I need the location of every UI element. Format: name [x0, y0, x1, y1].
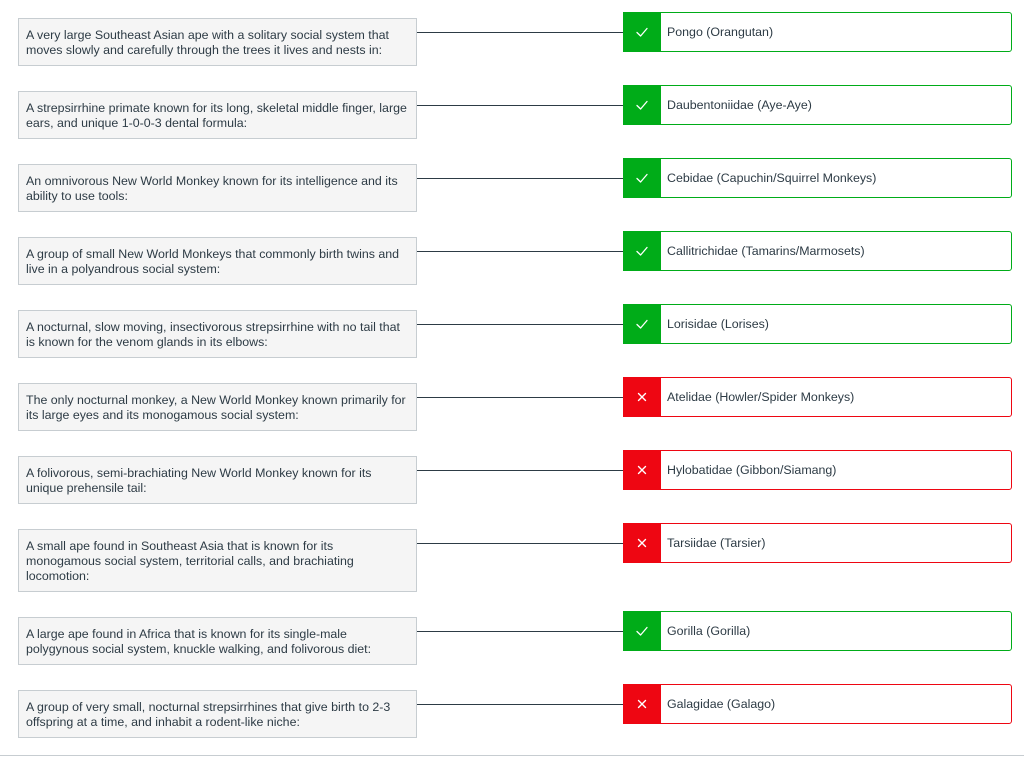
- bottom-divider: [0, 755, 1024, 756]
- answer-label: Galagidae (Galago): [667, 697, 776, 711]
- answer-box-correct[interactable]: [623, 158, 1012, 198]
- check-icon: [623, 611, 661, 651]
- answer-label: Cebidae (Capuchin/Squirrel Monkeys): [667, 171, 877, 185]
- x-icon: [623, 377, 661, 417]
- answer-box-correct[interactable]: [623, 12, 1012, 52]
- check-icon: [623, 85, 661, 125]
- question-text: A nocturnal, slow moving, insectivorous strepsirrhine with no tail that is known for the venom glands in its elbows:: [18, 310, 417, 358]
- question-text: A large ape found in Africa that is known for its single-male polygynous social system, knuckle walking, and folivorous diet:: [18, 617, 417, 665]
- connector-line: [417, 32, 623, 33]
- question-text: A very large Southeast Asian ape with a solitary social system that moves slowly and carefully through the trees it lives and nests in:: [18, 18, 417, 66]
- connector-line: [417, 397, 623, 398]
- question-text: The only nocturnal monkey, a New World Monkey known primarily for its large eyes and its monogamous social system:: [18, 383, 417, 431]
- answer-box-correct[interactable]: [623, 611, 1012, 651]
- answer-box-correct[interactable]: [623, 231, 1012, 271]
- answer-box-incorrect[interactable]: [623, 450, 1012, 490]
- answer-label: Pongo (Orangutan): [667, 25, 774, 39]
- connector-line: [417, 105, 623, 106]
- answer-label: Hylobatidae (Gibbon/Siamang): [667, 463, 837, 477]
- answer-label: Daubentoniidae (Aye-Aye): [667, 98, 812, 112]
- check-icon: [623, 231, 661, 271]
- answer-label: Tarsiidae (Tarsier): [667, 536, 766, 550]
- question-text: A strepsirrhine primate known for its long, skeletal middle finger, large ears, and unique 1-0-0-3 dental formula:: [18, 91, 417, 139]
- question-text: A group of very small, nocturnal strepsirrhines that give birth to 2-3 offspring at a time, and inhabit a rodent-like niche:: [18, 690, 417, 738]
- answer-label: Lorisidae (Lorises): [667, 317, 769, 331]
- check-icon: [623, 158, 661, 198]
- connector-line: [417, 178, 623, 179]
- check-icon: [623, 12, 661, 52]
- question-text: An omnivorous New World Monkey known for its intelligence and its ability to use tools:: [18, 164, 417, 212]
- answer-label: Callitrichidae (Tamarins/Marmosets): [667, 244, 865, 258]
- question-text: A small ape found in Southeast Asia that is known for its monogamous social system, territorial calls, and brachiating locomotion:: [18, 529, 417, 592]
- answer-label: Gorilla (Gorilla): [667, 624, 751, 638]
- question-text: A group of small New World Monkeys that commonly birth twins and live in a polyandrous social system:: [18, 237, 417, 285]
- connector-line: [417, 251, 623, 252]
- x-icon: [623, 684, 661, 724]
- connector-line: [417, 470, 623, 471]
- answer-box-correct[interactable]: [623, 304, 1012, 344]
- connector-line: [417, 704, 623, 705]
- answer-box-correct[interactable]: [623, 85, 1012, 125]
- connector-line: [417, 631, 623, 632]
- answer-box-incorrect[interactable]: [623, 684, 1012, 724]
- answer-box-incorrect[interactable]: [623, 523, 1012, 563]
- answer-label: Atelidae (Howler/Spider Monkeys): [667, 390, 855, 404]
- check-icon: [623, 304, 661, 344]
- question-text: A folivorous, semi-brachiating New World Monkey known for its unique prehensile tail:: [18, 456, 417, 504]
- connector-line: [417, 324, 623, 325]
- connector-line: [417, 543, 623, 544]
- x-icon: [623, 450, 661, 490]
- answer-box-incorrect[interactable]: [623, 377, 1012, 417]
- x-icon: [623, 523, 661, 563]
